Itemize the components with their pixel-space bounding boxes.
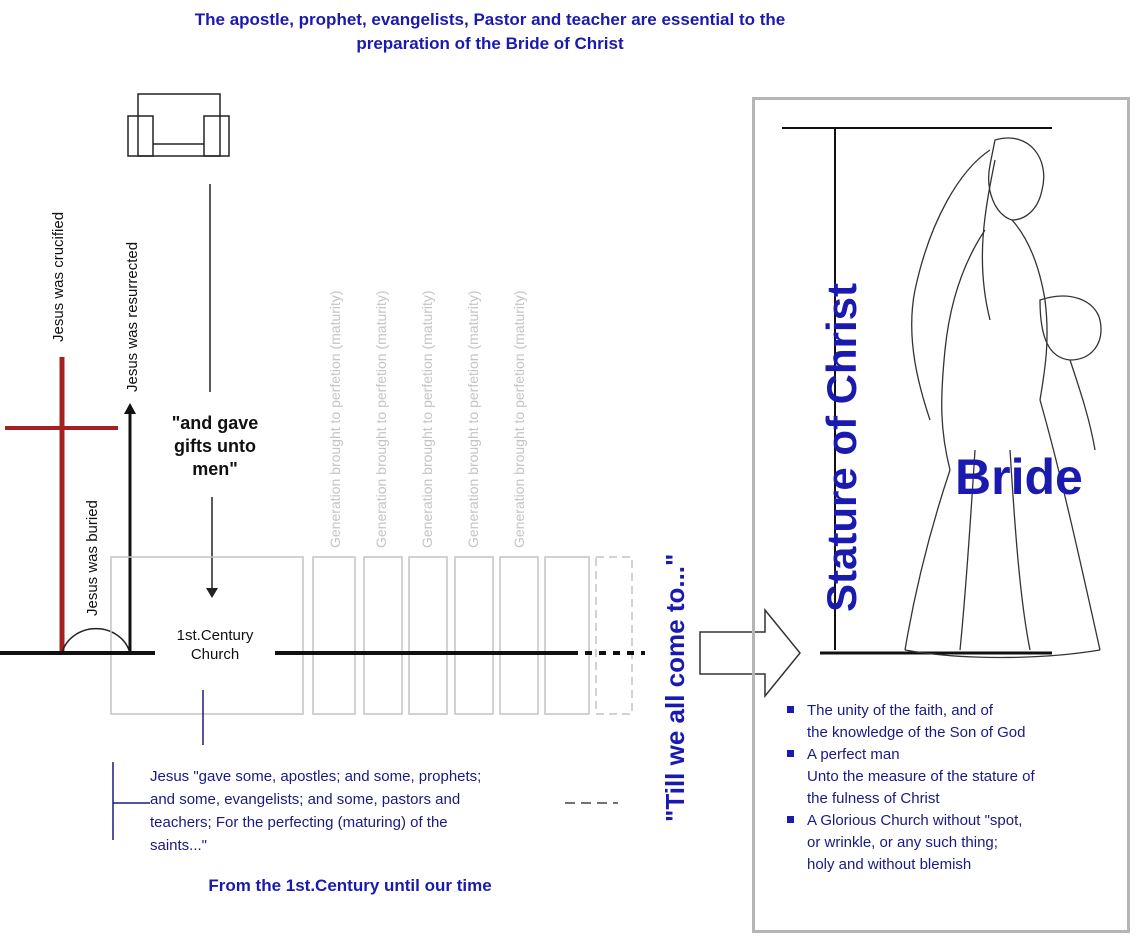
bullet-line: Unto the measure of the stature of — [807, 768, 1035, 785]
generation-box — [364, 557, 402, 714]
future-generation-box — [596, 557, 632, 714]
resurrected-label: Jesus was resurrected — [124, 241, 141, 392]
generation-box — [455, 557, 493, 714]
bullet-line: the knowledge of the Son of God — [807, 724, 1026, 741]
gifts-line-2: gifts unto — [174, 436, 256, 456]
gifts-line-1: "and gave — [171, 413, 259, 433]
quote-line-1: Jesus "gave some, apostles; and some, prophets; — [150, 768, 482, 785]
bullet-list — [785, 700, 1125, 876]
throne-icon — [128, 94, 229, 156]
church-line-1: 1st.Century — [176, 627, 254, 644]
till-label: "Till we all come to..." — [660, 553, 690, 822]
generation-box — [409, 557, 447, 714]
church-label — [155, 626, 275, 664]
list-item — [785, 810, 1125, 876]
gifts-label — [150, 412, 280, 481]
bullet-line: holy and without blemish — [807, 856, 972, 873]
scripture-quote — [150, 765, 590, 857]
quote-line-4: saints..." — [150, 837, 208, 854]
gifts-arrow-head — [206, 588, 218, 598]
list-item — [785, 744, 1125, 810]
gifts-line-3: men" — [192, 459, 238, 479]
quote-line-3: teachers; For the perfecting (maturing) of the — [150, 814, 448, 831]
generation-label: Generation brought to perfetion (maturity) — [465, 290, 481, 548]
generation-label: Generation brought to perfetion (maturity) — [419, 290, 435, 548]
from-label: From the 1st.Century until our time — [208, 876, 492, 895]
generation-label: Generation brought to perfetion (maturity) — [373, 290, 389, 548]
generation-box — [500, 557, 538, 714]
title-line-1: The apostle, prophet, evangelists, Pastor and teacher are essential to the — [194, 10, 786, 29]
resurrection-arrow-head — [124, 403, 136, 414]
crucified-label: Jesus was crucified — [50, 211, 67, 342]
generation-label: Generation brought to perfetion (maturity) — [327, 290, 343, 548]
generation-box — [313, 557, 355, 714]
quote-line-2: and some, evangelists; and some, pastors and — [150, 791, 461, 808]
stature-label: Stature of Christ — [818, 282, 865, 612]
bullet-line: A Glorious Church without "spot, — [807, 812, 1023, 829]
bullet-line: The unity of the faith, and of — [807, 702, 993, 719]
bullet-line: the fulness of Christ — [807, 790, 940, 807]
bullet-line: or wrinkle, or any such thing; — [807, 834, 998, 851]
generation-box — [545, 557, 589, 714]
church-line-2: Church — [190, 646, 240, 663]
title-line-2: preparation of the Bride of Christ — [356, 34, 624, 53]
bullet-line: A perfect man — [807, 746, 900, 763]
tomb-icon — [62, 629, 130, 653]
generation-label: Generation brought to perfetion (maturity) — [511, 290, 527, 548]
cross-icon — [5, 357, 118, 653]
buried-label: Jesus was buried — [84, 500, 101, 616]
list-item — [785, 700, 1125, 744]
bride-label: Bride — [955, 449, 1083, 505]
